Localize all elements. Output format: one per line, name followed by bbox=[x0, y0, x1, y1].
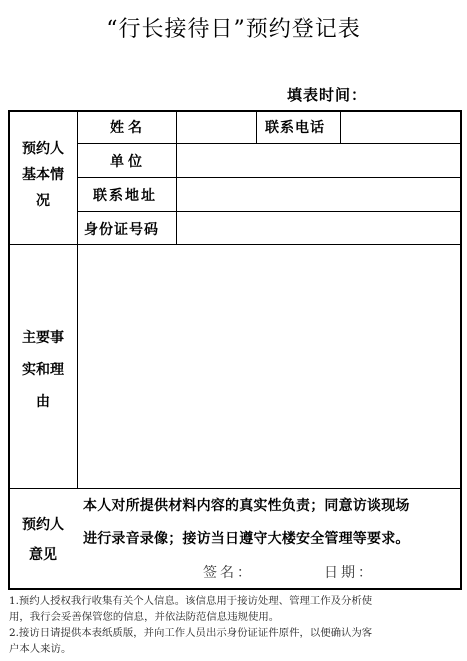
statement-line-2: 进行录音录像；接访当日遵守大楼安全管理等要求。 bbox=[83, 531, 410, 547]
label-line: 实和理 bbox=[22, 362, 64, 378]
table-section-divider bbox=[8, 488, 461, 489]
note-line: 1.预约人授权我行收集有关个人信息。该信息用于接访处理、管理工作及分析使 bbox=[9, 595, 373, 607]
signature-input[interactable] bbox=[250, 560, 320, 580]
unit-input[interactable] bbox=[177, 144, 460, 177]
section-label-basic-info bbox=[8, 136, 78, 214]
label-line: 预约人 bbox=[22, 517, 64, 533]
date-input[interactable] bbox=[370, 560, 458, 580]
label-line: 由 bbox=[36, 394, 50, 410]
phone-label: 联系电话 bbox=[265, 120, 325, 136]
unit-label: 单位 bbox=[110, 154, 146, 170]
main-facts-input[interactable] bbox=[78, 245, 460, 488]
signature-label: 签名： bbox=[203, 565, 254, 581]
label-line: 况 bbox=[36, 193, 50, 209]
phone-input[interactable] bbox=[341, 112, 460, 143]
table-phone-column-divider bbox=[256, 110, 257, 144]
statement-line-1: 本人对所提供材料内容的真实性负责；同意访谈现场 bbox=[83, 498, 410, 514]
fill-time-label: 填表时间： bbox=[287, 86, 368, 104]
table-border-right bbox=[460, 110, 462, 590]
section-label-main-facts bbox=[8, 322, 78, 418]
table-border-bottom bbox=[8, 588, 461, 590]
address-label: 联系地址 bbox=[93, 188, 157, 204]
label-line: 主要事 bbox=[22, 330, 64, 346]
note-line: 用，我行会妥善保管您的信息，并依法防范信息违规使用。 bbox=[9, 611, 280, 623]
name-input[interactable] bbox=[177, 112, 256, 143]
section-label-opinion bbox=[8, 510, 78, 570]
label-line: 意见 bbox=[29, 547, 57, 563]
date-label: 日期： bbox=[324, 565, 375, 581]
id-number-label: 身份证号码 bbox=[84, 222, 159, 238]
note-line: 2.接访日请提供本表纸质版，并向工作人员出示身份证证件原件，以便确认为客 bbox=[9, 627, 373, 639]
label-line: 基本情 bbox=[22, 167, 64, 183]
form-title: “行长接待日”预约登记表 bbox=[106, 17, 361, 42]
address-input[interactable] bbox=[177, 178, 460, 211]
id-number-input[interactable] bbox=[177, 212, 460, 244]
note-line: 户本人来访。 bbox=[9, 643, 72, 655]
label-line: 预约人 bbox=[22, 141, 64, 157]
name-label: 姓名 bbox=[110, 120, 146, 136]
